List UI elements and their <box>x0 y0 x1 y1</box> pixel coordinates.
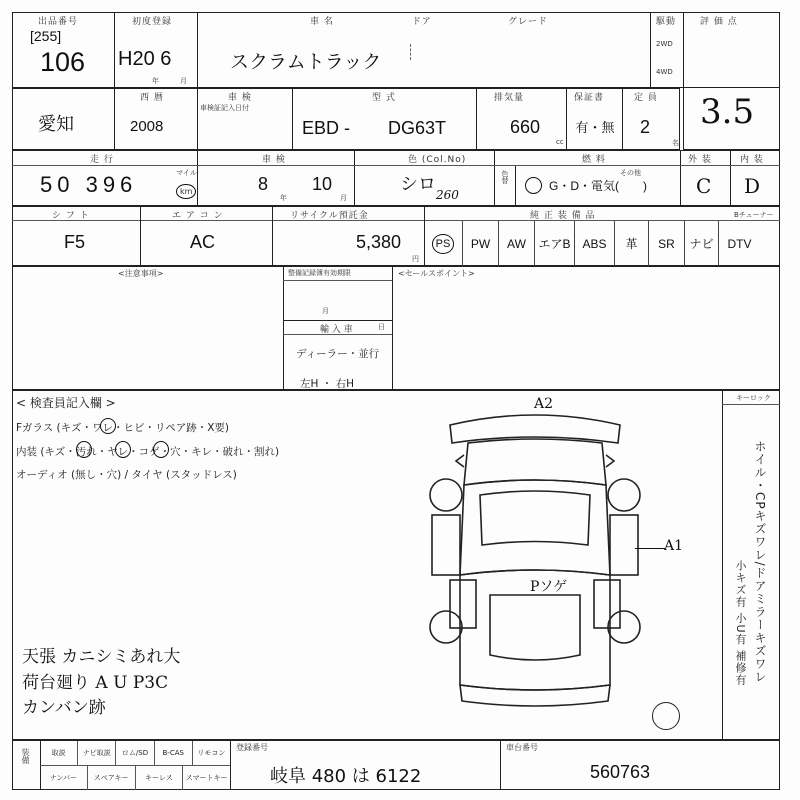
divider <box>283 266 284 390</box>
vehicle-diagram <box>420 395 650 725</box>
front-left-tire <box>430 479 462 511</box>
divider <box>650 12 651 88</box>
equip-left: 装備 <box>21 748 30 764</box>
interior-value: D <box>744 174 761 198</box>
shift-label: シ フ ト <box>52 211 90 221</box>
row3-header-line <box>12 165 780 166</box>
mileage-unit-km: km <box>176 184 196 199</box>
drive-label: 駆動 <box>656 17 677 27</box>
color-label: 色 (Col.No) <box>408 155 467 165</box>
equipment-label: PS <box>432 234 455 254</box>
equipment-label: ABS <box>582 236 607 251</box>
region-value: 愛知 <box>38 114 74 135</box>
leader-line <box>635 548 665 549</box>
mileage-label: 走 行 <box>90 155 114 165</box>
exterior-value: C <box>696 174 712 198</box>
inspector-title: < 検査員記入欄 > <box>16 396 116 410</box>
line <box>722 404 780 405</box>
ac-label: エ ア コ ン <box>172 211 224 221</box>
shift-value: F5 <box>64 232 86 252</box>
row5-frame <box>12 266 780 390</box>
equipment-item <box>648 221 684 266</box>
color-value: シロ <box>400 174 436 195</box>
hand-note-2: 荷台廻り A U P3C <box>22 673 169 693</box>
door-tick <box>410 44 411 60</box>
cc-unit: cc <box>556 138 564 146</box>
divider <box>476 88 477 150</box>
equipment-item <box>424 221 462 266</box>
divider <box>566 88 567 150</box>
keylock-label: キーロック <box>736 394 771 402</box>
equipment-label: エアB <box>538 237 571 251</box>
mileage-unit-top: マイル <box>176 169 197 177</box>
import-hand: 左H ・ 右H <box>300 378 354 390</box>
divider <box>292 88 293 150</box>
reg-unit-year: 年 <box>152 77 159 85</box>
equipment-item <box>574 221 614 266</box>
interior-label: 内 装 <box>740 155 764 165</box>
equipment-label: 革 <box>625 237 638 251</box>
divider <box>392 266 393 390</box>
bottom-items-top <box>40 741 230 765</box>
divider <box>140 206 141 266</box>
option-item: キーレス <box>135 766 183 790</box>
divider <box>515 165 516 206</box>
inspect-label: 車 検 <box>228 93 252 103</box>
equipment-item <box>614 221 648 266</box>
warranty-label: 保証書 <box>574 93 605 103</box>
equip-label: 純 正 装 備 品 <box>530 211 596 221</box>
score-label: 評 価 点 <box>700 17 738 27</box>
divider <box>722 390 723 740</box>
year-label: 西 暦 <box>140 93 164 103</box>
left-door <box>432 515 460 575</box>
maint-label: 整備記録簿有効期限 <box>288 269 351 277</box>
option-item: ナンバー <box>49 774 77 782</box>
windshield <box>480 491 590 545</box>
mark-center: Pソゲ <box>530 579 568 595</box>
equipment-item <box>462 221 498 266</box>
divider <box>500 740 501 790</box>
hood <box>464 439 606 485</box>
maint-month: 月 <box>322 307 329 315</box>
reg-value: H20 6 <box>118 48 172 70</box>
option-item: ロム/SD <box>115 741 153 765</box>
recycle-label: リサイクル預託金 <box>290 211 369 221</box>
chassis-label: 車台番号 <box>506 743 538 752</box>
year-value: 2008 <box>130 118 164 135</box>
side-note-2: 小キズ有 小U有 補修有 <box>734 560 747 687</box>
equipment-list <box>424 221 780 266</box>
cc-value: 660 <box>510 117 541 137</box>
circle-mark <box>76 441 92 458</box>
option-item: 取説 <box>51 749 66 757</box>
front-right-tire <box>608 479 640 511</box>
right-door <box>610 515 638 575</box>
equipment-label: ナビ <box>689 237 714 251</box>
inspector-line2: 内装 (キズ・汚れ・ヤレ・コゲ・穴・キレ・破れ・割れ) <box>16 446 280 458</box>
bed-floor <box>490 595 580 660</box>
fuel-other: その他 <box>620 169 641 177</box>
model-value: DG63T <box>388 118 447 138</box>
fuel-label: 燃 料 <box>582 155 606 165</box>
divider <box>730 150 731 206</box>
hand-note-3: カンバン跡 <box>22 698 106 718</box>
divider <box>114 88 115 150</box>
equipment-label: AW <box>507 236 526 251</box>
history-month-unit: 月 <box>340 194 347 202</box>
history-year: 8 <box>258 174 269 194</box>
spare-tire <box>652 702 680 730</box>
equipment-label: DTV <box>727 236 752 251</box>
tuner-label: Bチューナー <box>734 211 774 219</box>
option-item: リモコン <box>192 741 230 765</box>
mark-front: A2 <box>534 396 554 412</box>
sale-label: <セールスポイント> <box>398 269 475 278</box>
fuel-value: G・D・電気( ) <box>549 178 647 193</box>
exterior-label: 外 装 <box>688 155 712 165</box>
divider <box>230 740 231 790</box>
import-label: 輸 入 車 <box>320 325 353 335</box>
equipment-item <box>718 221 760 266</box>
left-panel <box>450 580 476 628</box>
score-value: 3.5 <box>700 92 755 132</box>
lot-label: 出品番号 <box>38 17 79 27</box>
plate-value: 岐阜 480 は 6122 <box>270 766 422 787</box>
fuel-gas-circle <box>525 177 542 194</box>
line <box>283 320 392 321</box>
history-year-unit: 年 <box>280 194 287 202</box>
bottom-items-bottom <box>40 766 230 790</box>
mileage-value: 50 396 <box>40 172 138 197</box>
name-label: 車 名 <box>310 17 334 27</box>
option-item: スペアキー <box>87 766 135 790</box>
capacity-value: 2 <box>640 117 651 137</box>
equipment-item <box>534 221 574 266</box>
lot-number: 106 <box>40 47 86 77</box>
rear-right-tire <box>608 611 640 643</box>
divider <box>197 150 198 206</box>
rear-bumper <box>460 685 610 706</box>
equipment-item <box>684 221 718 266</box>
drive-4wd: 4WD <box>656 68 673 76</box>
right-panel <box>594 580 620 628</box>
color-no: 260 <box>436 188 459 202</box>
inspector-line3: オーディオ (無し・穴) / タイヤ (スタッドレス) <box>16 469 237 481</box>
grade-label: グレード <box>508 17 549 27</box>
rear-left-tire <box>430 611 462 643</box>
drive-2wd: 2WD <box>656 40 673 48</box>
divider <box>680 150 681 206</box>
option-item: B-CAS <box>154 741 192 765</box>
divider <box>272 206 273 266</box>
mark-side: A1 <box>664 538 684 554</box>
divider <box>114 12 115 88</box>
equipment-label: PW <box>470 236 491 251</box>
chassis-value: 560763 <box>590 762 651 782</box>
plate-label: 登録番号 <box>236 743 268 752</box>
lot-bracket: [255] <box>30 28 62 44</box>
hand-note-1: 天張 カニシミあれ大 <box>22 647 181 667</box>
option-item: スマートキー <box>182 766 230 790</box>
inspector-line1: Fガラス (キズ・ワレ・ヒビ・リペア跡・X要) <box>16 422 230 434</box>
mirror-left <box>456 455 464 467</box>
side-note: ホイル・CPキズワレ/ドアミラーキズワレ <box>753 440 767 684</box>
model-prefix: EBD - <box>302 118 351 138</box>
model-label: 型 式 <box>372 93 396 103</box>
divider <box>197 12 198 88</box>
recycle-unit: 円 <box>412 255 419 263</box>
door-label: ドア <box>412 17 432 27</box>
line <box>283 280 392 281</box>
reg-unit-month: 月 <box>180 77 187 85</box>
option-item: ナビ取説 <box>77 741 115 765</box>
equipment-item <box>498 221 534 266</box>
capacity-unit: 名 <box>672 139 679 147</box>
divider <box>354 150 355 206</box>
recycle-value: 5,380 <box>356 232 402 252</box>
car-name: スクラムトラック <box>230 51 382 73</box>
circle-mark <box>115 441 131 458</box>
circle-mark <box>100 418 116 434</box>
history-month: 10 <box>312 174 333 194</box>
mirror-right <box>606 455 614 467</box>
ac-value: AC <box>190 232 216 252</box>
color-sub: 色替 <box>501 170 509 184</box>
divider <box>494 150 495 206</box>
warranty-value: 有・無 <box>575 119 615 135</box>
cc-label: 排気量 <box>494 93 525 103</box>
equipment-label: SR <box>658 236 675 251</box>
caution-label: <注意事項> <box>118 269 164 278</box>
divider <box>197 88 198 150</box>
divider <box>622 88 623 150</box>
circle-mark <box>153 441 169 458</box>
maint-day: 日 <box>378 323 385 331</box>
capacity-label: 定 員 <box>634 93 658 103</box>
inspect-sub: 車検証記入日付 <box>200 104 249 112</box>
reg-label: 初度登録 <box>132 17 173 27</box>
history-label: 車 検 <box>262 155 286 165</box>
import-dealer: ディーラー・並行 <box>296 348 380 360</box>
